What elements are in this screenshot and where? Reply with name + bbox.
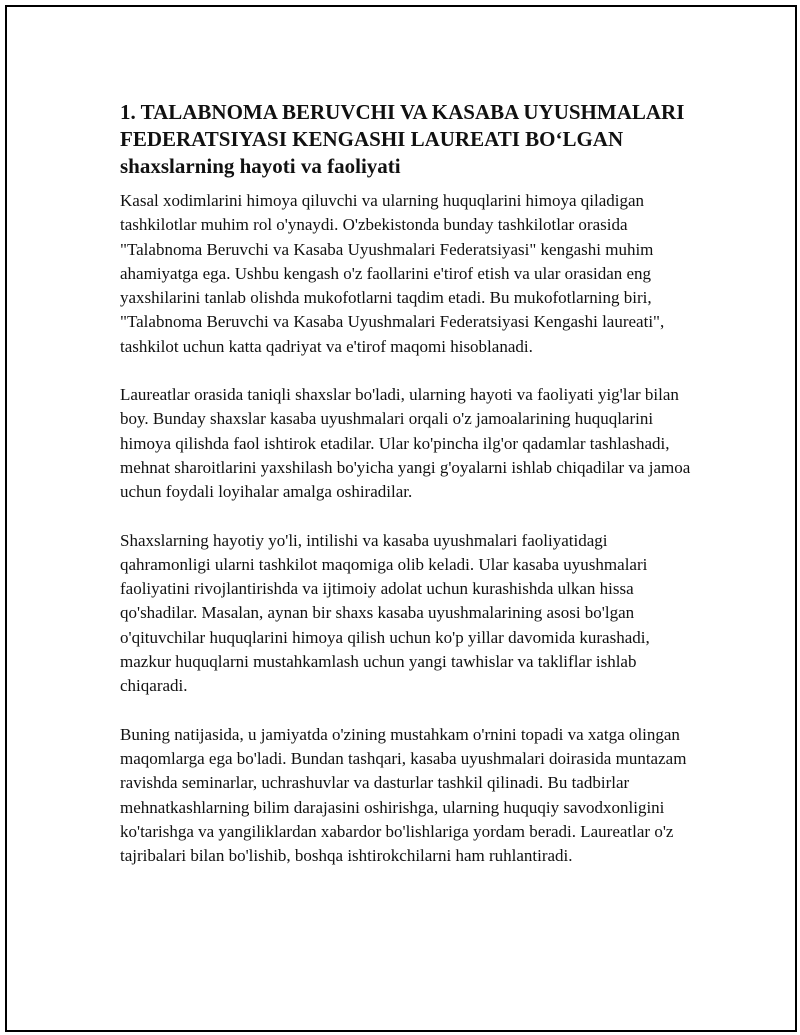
document-body bbox=[120, 99, 692, 892]
document-heading bbox=[120, 99, 692, 180]
heading-upper: 1. TALABNOMA BERUVCHI VA KASABA UYUSHMALARI FEDERATSIYASI KENGASHI LAUREATI BOʻLGAN bbox=[120, 100, 685, 151]
paragraph-1: Kasal xodimlarini himoya qiluvchi va ularning huquqlarini himoya qiladigan tashkilotlar muhim rol o'ynaydi. O'zbekistonda bunday tashkilotlar orasida "Talabnoma Beruvchi va Kasaba Uyushmalari Federatsiyasi" kengashi muhim ahamiyatga ega. Ushbu kengash o'z faollarini e'tirof etish va ular orasidan eng yaxshilarini tanlab olishda mukofotlarni taqdim etadi. Bu mukofotlarning biri, "Talabnoma Beruvchi va Kasaba Uyushmalari Federatsiyasi Kengashi laureati", tashkilot uchun katta qadriyat va e'tirof maqomi hisoblanadi. bbox=[120, 191, 665, 356]
paragraph-3: Shaxslarning hayotiy yo'li, intilishi va kasaba uyushmalari faoliyatidagi qahramonligi ularni tashkilot maqomiga olib keladi. Ular kasaba uyushmalari faoliyatini rivojlantirishda va ijtimoiy adolat uchun kurashishda ulkan hissa qo'shadilar. Masalan, aynan bir shaxs kasaba uyushmalarining asosi bo'lgan o'qituvchilar huquqlarini himoya qilish uchun ko'p yillar davomida kurashadi, mazkur huquqlarni mustahkamlash uchun yangi tawhislar va takliflar ishlab chiqaradi. bbox=[120, 530, 650, 696]
document-page bbox=[5, 5, 797, 1032]
paragraph-4: Buning natijasida, u jamiyatda o'zining mustahkam o'rnini topadi va xatga olingan maqomlarga ega bo'ladi. Bundan tashqari, kasaba uyushmalari doirasida muntazam ravishda seminarlar, uchrashuvlar va dasturlar tashkil qilinadi. Bu tadbirlar mehnatkashlarning bilim darajasini oshirishga, ularning huquqiy savodxonligini ko'tarishga va yangiliklardan xabardor bo'lishlariga yordam beradi. Laureatlar o'z tajribalari bilan bo'lishib, boshqa ishtirokchilarni ham ruhlantiradi. bbox=[120, 724, 687, 866]
heading-lower: shaxslarning hayoti va faoliyati bbox=[120, 154, 401, 178]
paragraph-2: Laureatlar orasida taniqli shaxslar bo'ladi, ularning hayoti va faoliyati yig'lar bilan boy. Bunday shaxslar kasaba uyushmalari orqali o'z jamoalarining huquqlarini himoya qilishda faol ishtirok etadilar. Ular ko'pincha ilg'or qadamlar tashlashadi, mehnat sharoitlarini yaxshilash bo'yicha yangi g'oyalarni ishlab chiqadilar va jamoa uchun foydali loyihalar amalga oshiradilar. bbox=[120, 385, 691, 502]
